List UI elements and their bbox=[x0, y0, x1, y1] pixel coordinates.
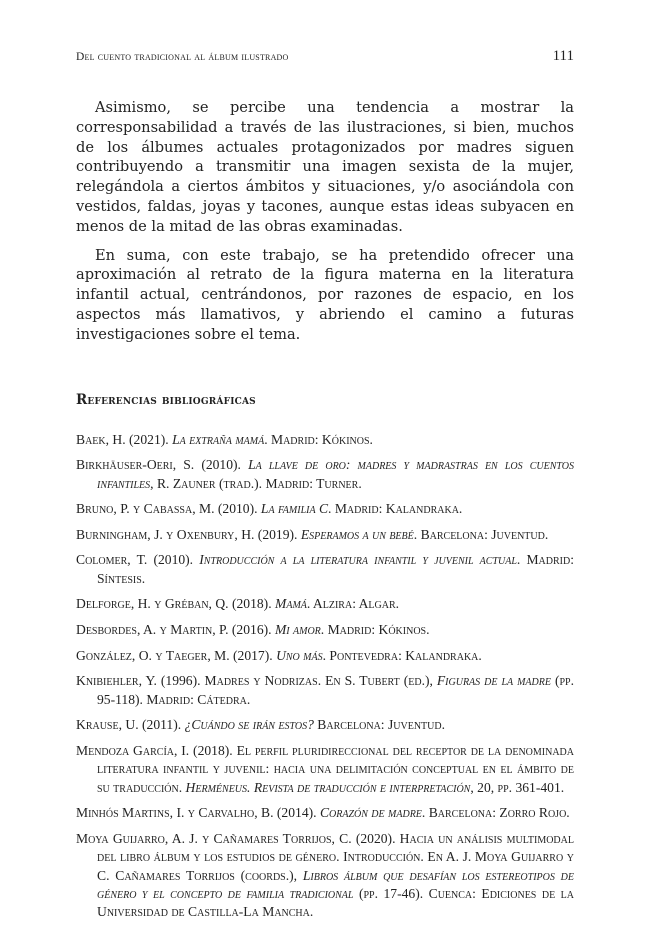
reference-entry: Burningham, J. y Oxenbury, H. (2019). Esperamos a un bebé. Barcelona: Juventud. bbox=[76, 526, 549, 542]
reference-entry: Desbordes, A. y Martin, P. (2016). Mi amor. Madrid: Kókinos. bbox=[76, 621, 430, 637]
reference-entry: Bruno, P. y Cabassa, M. (2010). La familia C. Madrid: Kalandraka. bbox=[76, 501, 463, 517]
page-body bbox=[76, 98, 574, 929]
body-paragraph: Asimismo, se percibe una tendencia a mostrar la corresponsabilidad a través de las ilustraciones, si bien, muchos de los álbumes actuales protagonizados por madres siguen contribuyendo a transmitir una imagen sexista de la mujer, relegándola a ciertos ámbitos y situaciones, y/o asociándola con vestidos, faldas, joyas y tacones, aunque estas ideas subyacen en menos de la mitad de las obras examinadas. bbox=[76, 99, 574, 235]
reference-entry: González, O. y Taeger, M. (2017). Uno más. Pontevedra: Kalandraka. bbox=[76, 647, 482, 663]
reference-entry: Colomer, T. (2010). Introducción a la literatura infantil y juvenil actual. Madrid: Síntesis. bbox=[76, 552, 574, 586]
running-head: Del cuento tradicional al álbum ilustrado bbox=[76, 51, 289, 63]
reference-entry: Baek, H. (2021). La extraña mamá. Madrid: Kókinos. bbox=[76, 431, 373, 447]
references-heading: Referencias bibliográficas bbox=[76, 391, 256, 408]
body-paragraph: En suma, con este trabajo, se ha pretendido ofrecer una aproximación al retrato de la figura materna en la literatura infantil actual, centrándonos, por razones de espacio, en los aspectos más llamativos, y abriendo el camino a futuras investigaciones sobre el tema. bbox=[76, 246, 574, 343]
reference-entry: Moya Guijarro, A. J. y Cañamares Torrijos, C. (2020). Hacia un análisis multimodal del libro álbum y los estudios de género. Introducción. En A. J. Moya Guijarro y C. Cañamares Torrijos (coords.), Libros álbum que desafían los estereotipos de género y el concepto de familia tradicional (pp. 17-46). Cuenca: Ediciones de la Universidad de Castilla-La Mancha. bbox=[76, 830, 575, 920]
reference-entry: Delforge, H. y Gréban, Q. (2018). Mamá. Alzira: Algar. bbox=[76, 596, 400, 612]
page-number: 111 bbox=[552, 48, 574, 64]
reference-list bbox=[76, 431, 574, 922]
reference-entry: Knibiehler, Y. (1996). Madres y Nodrizas. En S. Tubert (ed.), Figuras de la madre (pp. 95-118). Madrid: Cátedra. bbox=[76, 673, 574, 707]
reference-entry: Krause, U. (2011). ¿Cuándo se irán estos? Barcelona: Juventud. bbox=[76, 717, 445, 733]
reference-entry: Mendoza García, I. (2018). El perfil pluridireccional del receptor de la denominada literatura infantil y juvenil: hacia una delimitación conceptual en el ámbito de su traducción. Herméneus. Revista de traducción e interpretación, 20, pp. 361-401. bbox=[76, 742, 574, 795]
page-header bbox=[76, 48, 574, 65]
reference-entry: Minhós Martins, I. y Carvalho, B. (2014). Corazón de madre. Barcelona: Zorro Rojo. bbox=[76, 805, 570, 821]
reference-entry: Birkhäuser-Oeri, S. (2010). La llave de oro: madres y madrastras en los cuentos infantiles, R. Zauner (trad.). Madrid: Turner. bbox=[76, 457, 574, 491]
